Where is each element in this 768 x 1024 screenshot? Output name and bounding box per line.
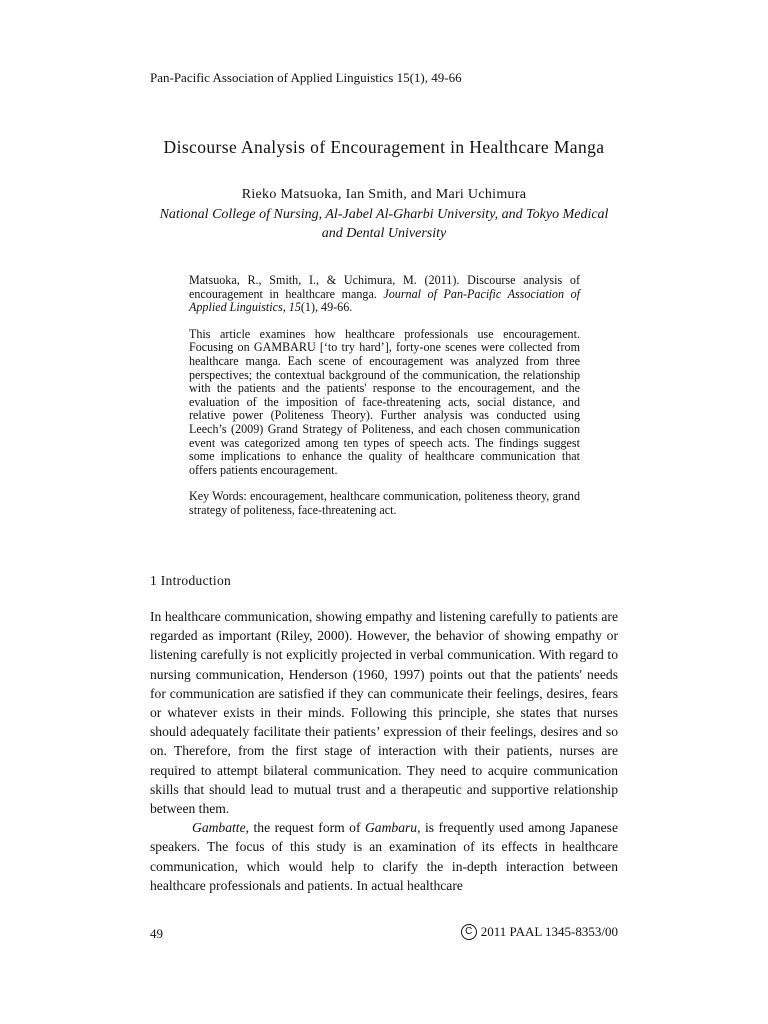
term-gambatte: Gambatte	[192, 820, 246, 836]
paper-title: Discourse Analysis of Encouragement in Healthcare Manga	[163, 137, 605, 157]
running-head: Pan-Pacific Association of Applied Linguistics 15(1), 49-66	[150, 70, 462, 85]
copyright-icon: C	[461, 924, 477, 940]
keywords: Key Words: encouragement, healthcare communication, politeness theory, grand strategy of politeness, face-threatening act.	[189, 489, 580, 517]
term-gambaru: Gambaru,	[364, 820, 421, 836]
section-heading: 1 Introduction	[150, 573, 232, 588]
copyright-text: 2011 PAAL 1345-8353/00	[480, 924, 618, 939]
paragraph-2	[150, 818, 618, 895]
author-list: Rieko Matsuoka, Ian Smith, and Mari Uchimura	[241, 187, 527, 202]
abstract-block	[189, 274, 580, 518]
abstract-text: This article examines how healthcare professionals use encouragement. Focusing on GAMBARU [‘to try hard’], forty-one scenes were collected from healthcare manga. Each scene of encouragement was analyzed from three perspectives; the contextual background of the communication, the relationship with the patients and the patients' response to the encouragement, and the evaluation of the imposition of face-threatening acts, social distance, and relative power (Politeness Theory). Further analysis was conducted using Leech’s (2009) Grand Strategy of Politeness, and each chosen communication event was categorized among ten types of speech acts. The findings suggest some implications to enhance the quality of healthcare communication that offers patients encouragement.	[189, 326, 580, 477]
citation	[189, 274, 580, 315]
body-text	[150, 607, 618, 895]
page-number: 49	[150, 926, 163, 941]
citation-prefix: Matsuoka, R., Smith, I., & Uchimura, M. (2011). Discourse analysis of encouragement in healthcare manga.	[189, 273, 580, 301]
copyright-line	[461, 924, 618, 940]
affiliations: National College of Nursing, Al-Jabel Al-Gharbi University, and Tokyo Medical and Dental University	[159, 207, 609, 241]
citation-journal: Journal of Pan-Pacific Association of Applied Linguistics, 15	[189, 286, 580, 315]
paragraph-2-text-a: , the request form of	[245, 820, 365, 836]
paragraph-2-text-b: is frequently used among Japanese speakers. The focus of this study is an examination of its effects in healthcare communication, which would help to clarify the in-depth interaction between healthcare professionals and patients. In actual healthcare	[150, 820, 618, 893]
citation-suffix: (1), 49-66.	[300, 300, 353, 315]
paragraph-1: In healthcare communication, showing empathy and listening carefully to patients are regarded as important (Riley, 2000). However, the behavior of showing empathy or listening carefully is not explicitly projected in verbal communication. With regard to nursing communication, Henderson (1960, 1997) points out that the patients' needs for communication are satisfied if they can communicate their feelings, desires, fears or whatever exists in their minds. Following this principle, she states that nurses should adequately facilitate their patients’ expression of their feelings, desires and so on. Therefore, from the first stage of interaction with their patients, nurses are required to attempt bilateral communication. They need to acquire communication skills that should lead to mutual trust and a therapeutic and supportive relationship between them.	[150, 609, 618, 817]
